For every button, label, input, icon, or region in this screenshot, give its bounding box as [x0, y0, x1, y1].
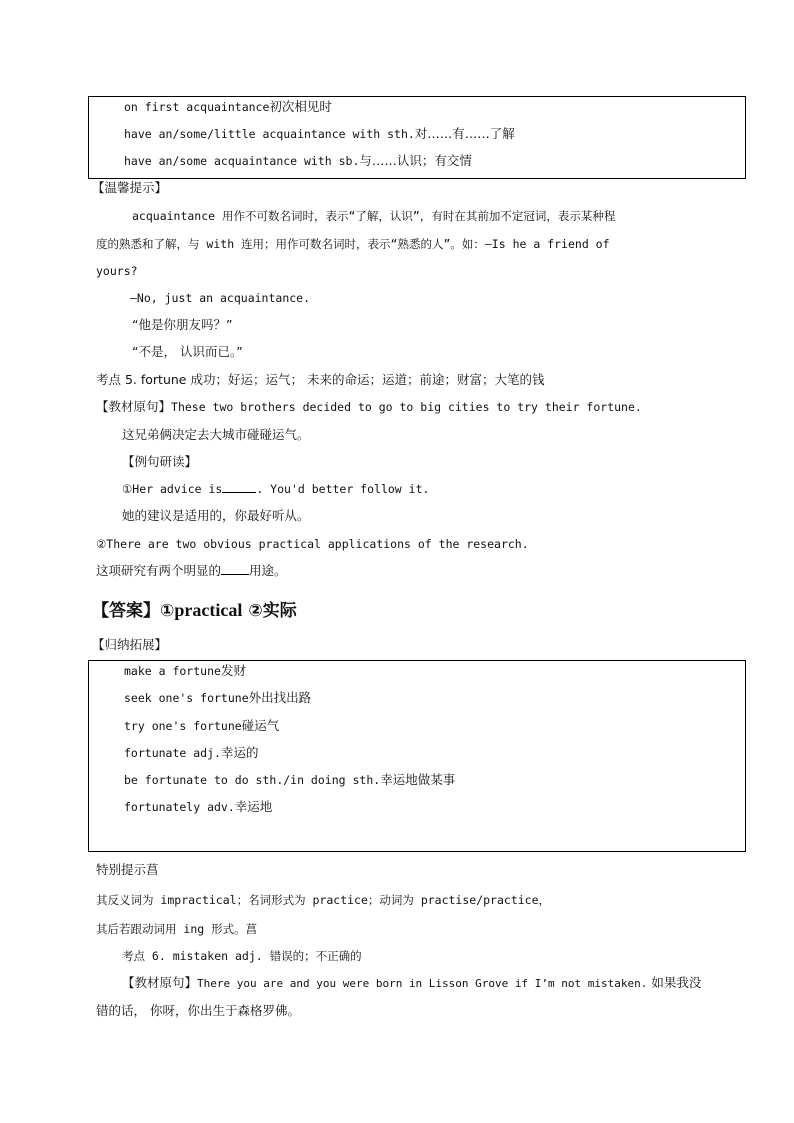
point5-example-2-zh: 这项研究有两个明显的 用途。: [96, 563, 287, 578]
ext-line-6: fortunately adv.幸运地: [124, 799, 273, 814]
point5-example-2: ②There are two obvious practical applications of the research.: [96, 537, 529, 551]
point5-textbook: 【教材原句】These two brothers decided to go to big cities to try their fortune.: [96, 399, 642, 414]
tip-paragraph-line-3: yours?: [96, 264, 138, 278]
point5-example-1: ①Her advice is . You'd better follow it.: [122, 482, 430, 496]
point6-textbook: 【教材原句】There you are and you were born in Lisson Grove if I’m not mistaken. 如果我没: [122, 975, 702, 990]
tip-dialog-en: —No, just an acquaintance.: [130, 291, 311, 305]
ext-line-1: make a fortune发财: [124, 663, 246, 678]
ext-line-2: seek one's fortune外出找出路: [124, 690, 312, 705]
extension-heading: 【归纳拓展】: [92, 637, 168, 652]
tip-paragraph-line-1: acquaintance 用作不可数名词时，表示“了解，认识”，有时在其前加不定冠词，表示某种程: [132, 209, 616, 223]
special-line-2: 其后若跟动词用 ing 形式。菖: [96, 922, 258, 936]
point5-textbook-zh: 这兄弟俩决定去大城市碰碰运气。: [122, 427, 310, 442]
tip-dialog-zh-1: “他是你朋友吗？”: [132, 317, 233, 332]
ext-line-4: fortunate adj.幸运的: [124, 745, 259, 760]
box1-line-3: have an/some acquaintance with sb.与……认识；有交情: [124, 153, 472, 168]
tip-heading: 【温馨提示】: [92, 180, 168, 195]
point6-title: 考点 6. mistaken adj. 错误的；不正确的: [122, 949, 362, 963]
ext-line-5: be fortunate to do sth./in doing sth.幸运地做某事: [124, 772, 456, 787]
box1-line-2: have an/some/little acquaintance with sth.对……有……了解: [124, 126, 515, 141]
box1-line-1: on first acquaintance初次相见时: [124, 99, 332, 114]
point5-title: 考点 5. fortune 成功；好运；运气； 未来的命运；运道；前途；财富；大笔的钱: [96, 372, 545, 387]
special-line-1: 其反义词为 impractical；名词形式为 practice；动词为 practise/practice，: [96, 893, 551, 907]
blank-line: [222, 480, 256, 493]
point5-example-label: 【例句研读】: [122, 454, 198, 469]
tip-paragraph-line-2: 度的熟悉和了解，与 with 连用；用作可数名词时，表示“熟悉的人”。如：—Is he a friend of: [96, 237, 610, 251]
blank-line: [221, 562, 249, 575]
point6-textbook-zh: 错的话， 你呀，你出生于森格罗佛。: [96, 1003, 300, 1018]
point5-example-1-zh: 她的建议是适用的，你最好听从。: [122, 508, 310, 523]
tip-dialog-zh-2: “不是， 认识而已。”: [132, 344, 243, 359]
answer-line: 【答案】①practical ②实际: [92, 600, 297, 621]
ext-line-3: try one's fortune碰运气: [124, 718, 280, 733]
special-heading: 特别提示菖: [96, 862, 159, 877]
